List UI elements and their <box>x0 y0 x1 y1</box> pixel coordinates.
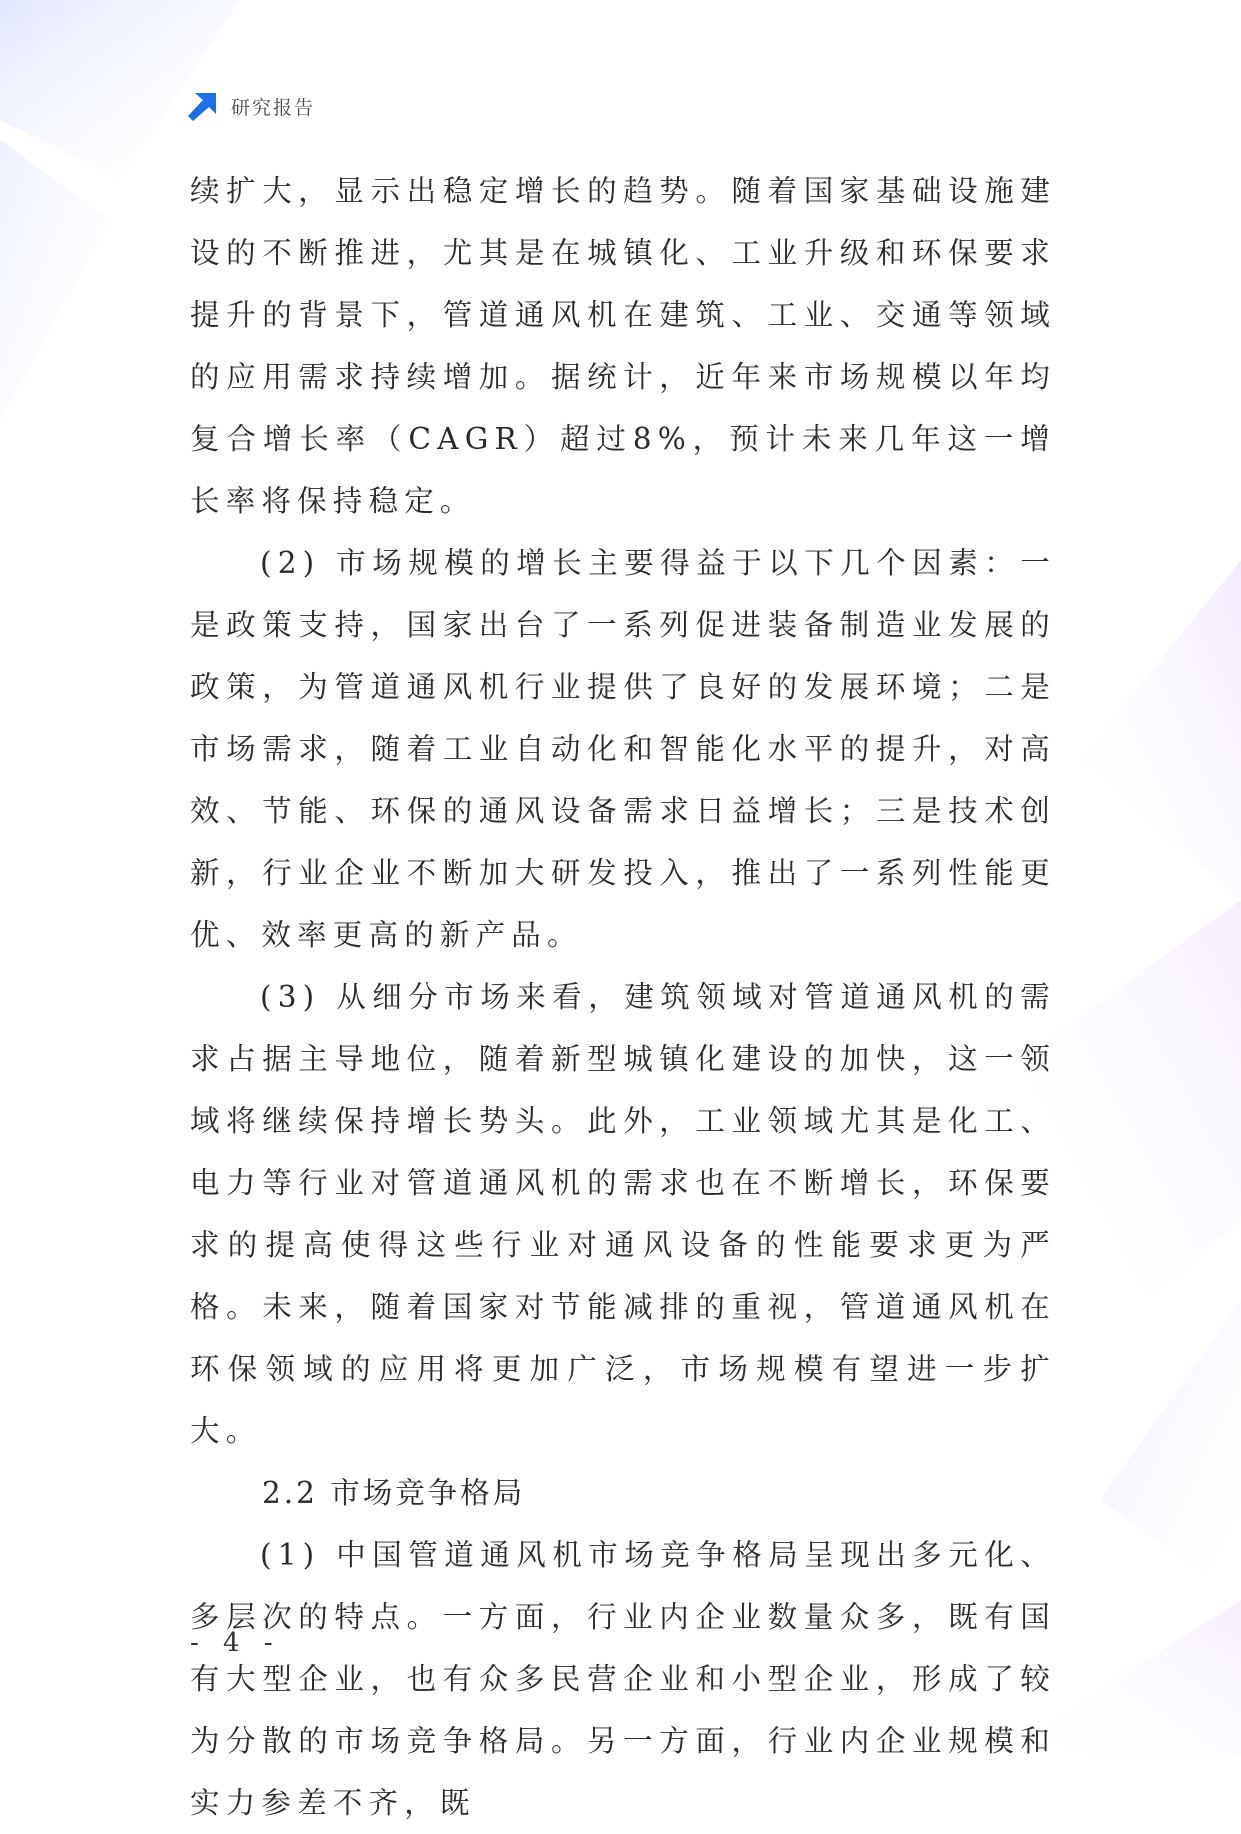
page-number: - 4 - <box>190 1628 281 1658</box>
report-header <box>187 88 315 124</box>
paragraph-continued: 续扩大，显示出稳定增长的趋势。随着国家基础设施建设的不断推进，尤其是在城镇化、工业升级和环保要求提升的背景下，管道通风机在建筑、工业、交通等领域的应用需求持续增加。据统计，近年来市场规模以年均复合增长率（CAGR）超过8%，预计未来几年这一增长率将保持稳定。 <box>190 174 1056 518</box>
paragraph-2: (2) 市场规模的增长主要得益于以下几个因素：一是政策支持，国家出台了一系列促进装备制造业发展的政策，为管道通风机行业提供了良好的发展环境；二是市场需求，随着工业自动化和智能化水平的提升，对高效、节能、环保的通风设备需求日益增长；三是技术创新，行业企业不断加大研发投入，推出了一系列性能更优、效率更高的新产品。 <box>190 546 1056 952</box>
section-heading: 2.2 市场竞争格局 <box>262 1476 526 1510</box>
report-body <box>190 160 1056 1834</box>
header-title: 研究报告 <box>231 96 316 119</box>
paragraph-3: (3) 从细分市场来看，建筑领域对管道通风机的需求占据主导地位，随着新型城镇化建设的加快，这一领域将继续保持增长势头。此外，工业领域尤其是化工、电力等行业对管道通风机的需求也在不断增长，环保要求的提高使得这些行业对通风设备的性能要求更为严格。未来，随着国家对节能减排的重视，管道通风机在环保领域的应用将更加广泛，市场规模有望进一步扩大。 <box>190 980 1056 1448</box>
arrow-up-right-logo-icon <box>187 90 219 122</box>
paragraph-section-1: (1) 中国管道通风机市场竞争格局呈现出多元化、多层次的特点。一方面，行业内企业数量众多，既有国有大型企业，也有众多民营企业和小型企业，形成了较为分散的市场竞争格局。另一方面，行业内企业规模和实力参差不齐，既 <box>190 1538 1056 1820</box>
